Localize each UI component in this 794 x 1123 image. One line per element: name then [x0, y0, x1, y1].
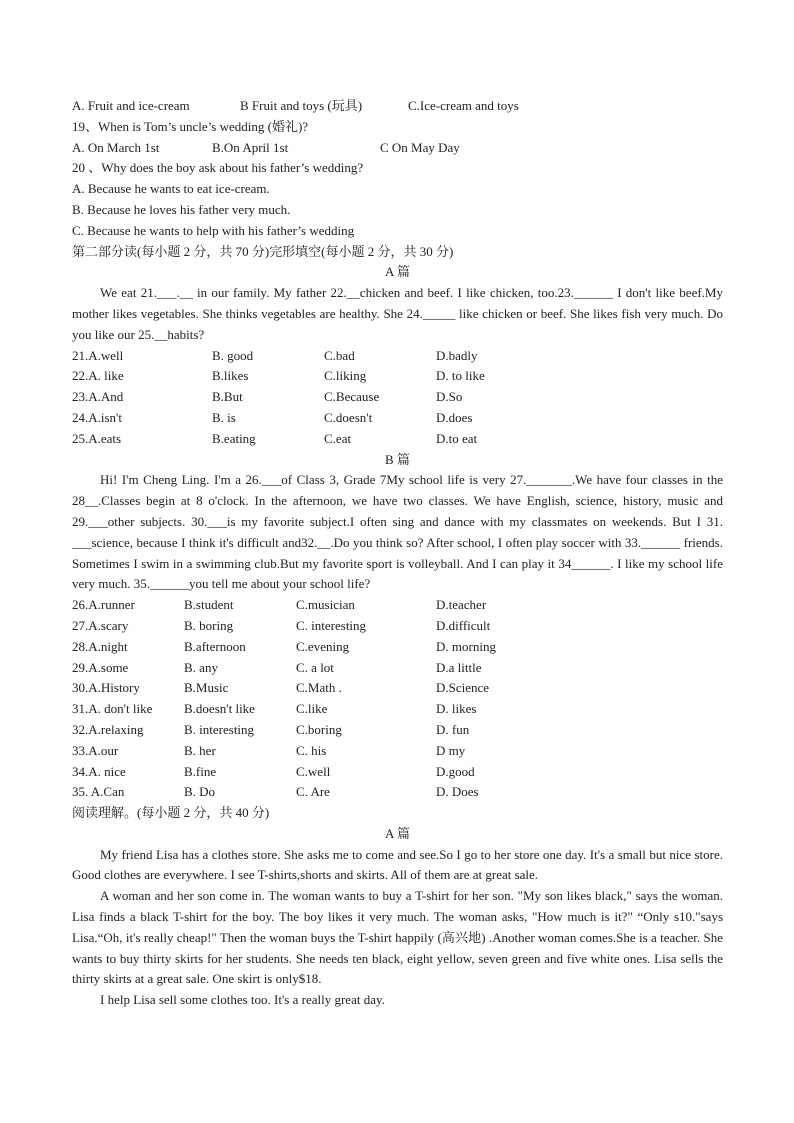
option: 33.A.our	[72, 742, 119, 758]
option: D.good	[436, 763, 475, 779]
option-row	[72, 658, 723, 679]
option: C.Math .	[296, 680, 342, 696]
option: 32.A.relaxing	[72, 721, 144, 737]
option: C.eat	[324, 430, 352, 446]
option: C. a lot	[296, 659, 334, 675]
q18-options	[72, 96, 723, 117]
option: D. fun	[436, 721, 470, 737]
option-row	[72, 720, 723, 741]
option-row	[72, 595, 723, 616]
option-row	[72, 346, 723, 367]
option: C. interesting	[296, 617, 367, 633]
option: D.difficult	[436, 617, 491, 633]
option-c: C.Ice-cream and toys	[408, 98, 519, 113]
reading-a-paragraph-2: A woman and her son come in. The woman wants to buy a T-shirt for her son. "My son likes black," says the woman. Lisa finds a black T-shirt for the boy. The boy likes it very much. The woman asks, "How much is it?" “Only s10."says Lisa.“Oh, it's really cheap!" Then the woman buys the T-shirt happily (高兴地) .Another woman comes.She is a teacher. She wants to buy thirty skirts for her students. She needs ten black, eight yellow, seven green and five white ones. Lisa sells the thirty skirts at a great sale. One skirt is only$18.	[72, 888, 723, 987]
option: C.musician	[296, 597, 355, 613]
passage-a-label: A 篇	[385, 264, 410, 280]
option-row	[72, 366, 723, 387]
option: B.student	[184, 597, 234, 613]
option-c: C On May Day	[380, 139, 460, 155]
option: C.well	[296, 763, 331, 779]
option: B.fine	[184, 763, 217, 779]
option-b: B.On April 1st	[212, 139, 289, 155]
option-row	[72, 678, 723, 699]
option: C.doesn't	[324, 409, 373, 425]
option: 26.A.runner	[72, 597, 135, 613]
passage-a-options	[72, 346, 723, 450]
option: 35. A.Can	[72, 784, 125, 800]
option: B. any	[184, 659, 218, 675]
question-19: 19、When is Tom’s uncle’s wedding (婚礼)?	[72, 118, 309, 134]
document-page	[72, 96, 723, 1011]
option: 24.A.isn't	[72, 409, 123, 425]
option: C.Because	[324, 389, 380, 405]
passage-a-text: We eat 21.___.__ in our family. My father 22.__chicken and beef. I like chicken, too.23.______ I don't like beef.My mother likes vegetables. She thinks vegetables are healthy. She 24._____ like chicken or beef. She likes fish very much. Do you like our 25.__habits?	[72, 285, 723, 342]
passage-b-options	[72, 595, 723, 803]
option: D.Science	[436, 680, 490, 696]
passage-b-text: Hi! I'm Cheng Ling. I'm a 26.___of Class 3, Grade 7My school life is very 27._______.We have four classes in the 28__.Classes begin at 8 o'clock. In the afternoon, we have two classes. We have English, science, history, music and 29.___other subjects. 30.___is my favorite subject.I often sing and dance with my classmates on weekends. But I 31. ___science, because I think it's difficult and32.__.Do you think so? After school, I often play soccer with 33.______ friends. Sometimes I swim in a swimming club.But my favorite sport is volleyball. And I can play it 34______. I like my school life very much. 35.______you tell me about your school life?	[72, 472, 723, 592]
option: D.to eat	[436, 430, 478, 446]
option: D.a little	[436, 659, 482, 675]
option: C.bad	[324, 347, 355, 363]
option-a: A. On March 1st	[72, 139, 160, 155]
option: D. likes	[436, 701, 477, 717]
option: B.Music	[184, 680, 229, 696]
passage-b-label: B 篇	[385, 451, 410, 467]
option-row	[72, 782, 723, 803]
option: D my	[436, 742, 466, 758]
option: 28.A.night	[72, 638, 128, 654]
option: B.But	[212, 389, 243, 405]
reading-a-label: A 篇	[385, 825, 410, 841]
option-row	[72, 429, 723, 450]
option-a: A. Fruit and ice-cream	[72, 98, 190, 113]
option: 31.A. don't like	[72, 701, 153, 717]
option: B. boring	[184, 617, 234, 633]
option: 30.A.History	[72, 680, 140, 696]
option: B.afternoon	[184, 638, 246, 654]
option: D.badly	[436, 347, 478, 363]
option: C. his	[296, 742, 327, 758]
option: 34.A. nice	[72, 763, 126, 779]
option: D. Does	[436, 784, 479, 800]
option: B. is	[212, 409, 236, 425]
option-row	[72, 387, 723, 408]
q19-options	[72, 138, 723, 159]
reading-heading: 阅读理解。(每小题 2 分，共 40 分)	[72, 805, 270, 821]
option-row	[72, 637, 723, 658]
q20-option-a: A. Because he wants to eat ice-cream.	[72, 181, 270, 197]
option-row	[72, 762, 723, 783]
option: 23.A.And	[72, 389, 124, 405]
part2-heading: 第二部分读(每小题 2 分，共 70 分)完形填空(每小题 2 分，共 30 分)	[72, 243, 454, 259]
option: 25.A.eats	[72, 430, 122, 446]
option: C. Are	[296, 784, 330, 800]
option: 29.A.some	[72, 659, 129, 675]
option: B. good	[212, 347, 254, 363]
option-row	[72, 408, 723, 429]
option: B. Do	[184, 784, 216, 800]
option: D. morning	[436, 638, 496, 654]
option: C.liking	[324, 368, 367, 384]
option: B. her	[184, 742, 216, 758]
option-row	[72, 616, 723, 637]
q20-option-c: C. Because he wants to help with his father’s wedding	[72, 222, 355, 238]
option: C.evening	[296, 638, 350, 654]
option: B.likes	[212, 368, 249, 384]
q20-option-b: B. Because he loves his father very much.	[72, 201, 291, 217]
option: B.eating	[212, 430, 256, 446]
reading-a-paragraph-3: I help Lisa sell some clothes too. It's a really great day.	[100, 992, 385, 1008]
option: 22.A. like	[72, 368, 124, 384]
option: C.boring	[296, 721, 342, 737]
option: B.doesn't like	[184, 701, 255, 717]
option: D. to like	[436, 368, 485, 384]
option: D.So	[436, 389, 463, 405]
option: 27.A.scary	[72, 617, 129, 633]
reading-a-paragraph-1: My friend Lisa has a clothes store. She asks me to come and see.So I go to her store one day. It's a small but nice store. Good clothes are everywhere. I see T-shirts,shorts and skirts. All of them are at great sale.	[72, 846, 723, 883]
option: 21.A.well	[72, 347, 124, 363]
option: C.like	[296, 701, 328, 717]
option-row	[72, 741, 723, 762]
option-row	[72, 699, 723, 720]
option: B. interesting	[184, 721, 255, 737]
option: D.does	[436, 409, 473, 425]
option: D.teacher	[436, 597, 487, 613]
question-20: 20 、Why does the boy ask about his father’s wedding?	[72, 160, 364, 176]
option-b: B Fruit and toys (玩具)	[240, 98, 363, 113]
